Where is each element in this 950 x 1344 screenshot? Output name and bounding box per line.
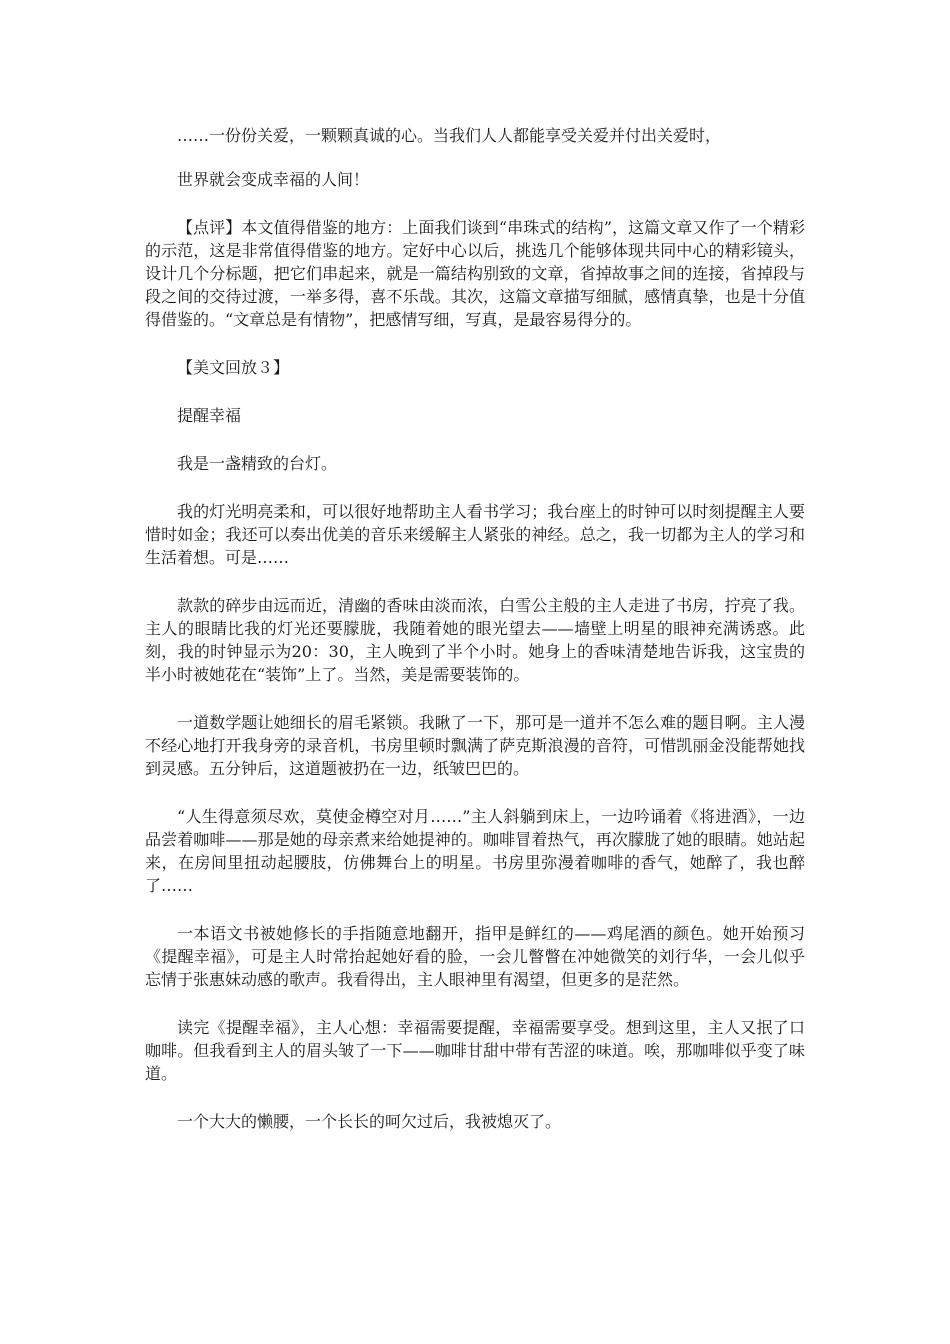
- paragraph-lamp-off: 一个大大的懒腰，一个长长的呵欠过后，我被熄灭了。: [177, 1112, 562, 1131]
- paragraph-math-problem: 一道数学题让她细长的眉毛紧锁。我瞅了一下，那可是一道并不怎么难的题目啊。主人漫不经心地打开我身旁的录音机，书房里顿时飘满了萨克斯浪漫的音符，可惜凯丽金没能帮她找到灵感。五分钟后，这道题被扔在一边，纸皱巴巴的。: [145, 713, 805, 778]
- section-heading: 【美文回放３】: [177, 358, 290, 377]
- paragraph-commentary: 【点评】本文值得借鉴的地方：上面我们谈到“串珠式的结构”，这篇文章又作了一个精彩的示范，这是非常值得借鉴的地方。定好中心以后，挑选几个能够体现共同中心的精彩镜头，设计几个分标题，把它们串起来，就是一篇结构别致的文章，省掉故事之间的连接，省掉段与段之间的交待过渡，一举多得，喜不乐哉。其次，这篇文章描写细腻，感情真挚，也是十分值得借鉴的。“文章总是有情物”，把感情写细，写真，是最容易得分的。: [145, 218, 805, 329]
- paragraph-intro: 我是一盏精致的台灯。: [177, 454, 338, 473]
- document-body: [145, 124, 805, 1158]
- paragraph-closing-line-2: 世界就会变成幸福的人间！: [177, 170, 370, 189]
- paragraph-closing-line-1: ……一份份关爱，一颗颗真诚的心。当我们人人都能享受关爱并付出关爱时，: [177, 126, 722, 145]
- article-title: 提醒幸福: [177, 406, 242, 425]
- paragraph-poem-coffee: “人生得意须尽欢，莫使金樽空对月……”主人斜躺到床上，一边吟诵着《将进酒》，一边品尝着咖啡——那是她的母亲煮来给她提神的。咖啡冒着热气，再次朦胧了她的眼睛。她站起来，在房间里扭动起腰肢，仿佛舞台上的明星。书房里弥漫着咖啡的香气，她醉了，我也醉了……: [145, 807, 805, 895]
- paragraph-lamp-functions: 我的灯光明亮柔和，可以很好地帮助主人看书学习；我台座上的时钟可以时刻提醒主人要惜时如金；我还可以奏出优美的音乐来缓解主人紧张的神经。总之，我一切都为主人的学习和生活着想。可是……: [145, 502, 805, 567]
- paragraph-chinese-book: 一本语文书被她修长的手指随意地翻开，指甲是鲜红的——鸡尾酒的颜色。她开始预习《提醒幸福》，可是主人时常抬起她好看的脸，一会儿瞥瞥在冲她微笑的刘行华，一会儿似乎忘情于张惠妹动感的歌声。我看得出，主人眼神里有渴望，但更多的是茫然。: [145, 924, 805, 989]
- paragraph-after-reading: 读完《提醒幸福》，主人心想：幸福需要提醒，幸福需要享受。想到这里，主人又抿了口咖啡。但我看到主人的眉头皱了一下——咖啡甘甜中带有苦涩的味道。唉，那咖啡似乎变了味道。: [145, 1018, 805, 1083]
- paragraph-owner-arrives: 款款的碎步由远而近，清幽的香味由淡而浓，白雪公主般的主人走进了书房，拧亮了我。主人的眼睛比我的灯光还要朦胧，我随着她的眼光望去——墙壁上明星的眼神充满诱惑。此刻，我的时钟显示为20：30，主人晚到了半个小时。她身上的香味清楚地告诉我，这宝贵的半小时被她花在“装饰”上了。当然，美是需要装饰的。: [145, 596, 805, 684]
